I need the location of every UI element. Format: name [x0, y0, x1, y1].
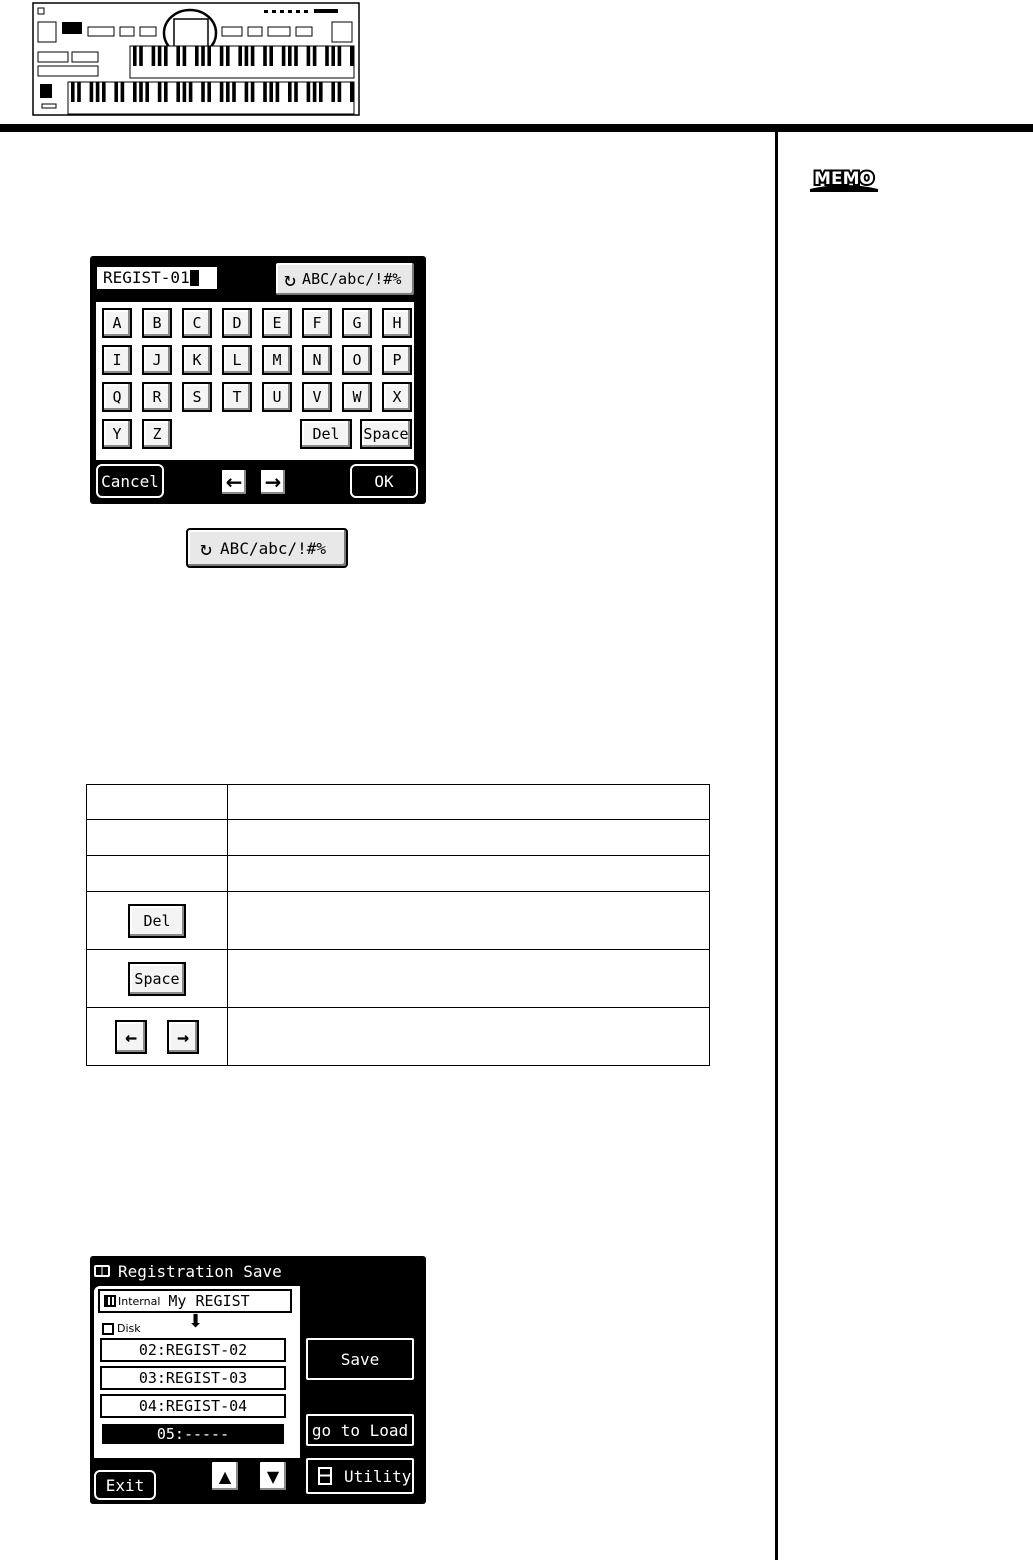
letter-key[interactable]: X [382, 382, 412, 412]
letter-key[interactable]: Q [102, 382, 132, 412]
letter-key[interactable]: N [302, 345, 332, 375]
table-cell [228, 856, 710, 892]
keyboard-area [96, 302, 414, 460]
letter-key[interactable]: I [102, 345, 132, 375]
refresh-icon: ↻ [284, 267, 297, 291]
memo-badge [808, 165, 880, 193]
table-row [87, 1008, 710, 1066]
list-item[interactable]: 02:REGIST-02 [100, 1338, 286, 1362]
space-key-sample [128, 962, 186, 996]
button-function-table [86, 784, 710, 1066]
cursor-right-button[interactable] [259, 468, 287, 496]
letter-key[interactable]: C [182, 308, 212, 338]
letter-key[interactable]: F [302, 308, 332, 338]
arrow-left-key-sample [115, 1020, 147, 1054]
list-item[interactable]: 04:REGIST-04 [100, 1394, 286, 1418]
table-cell [87, 856, 228, 892]
go-to-load-button[interactable] [306, 1414, 414, 1446]
letter-key[interactable]: E [262, 308, 292, 338]
letter-key[interactable]: V [302, 382, 332, 412]
ok-label: OK [374, 471, 394, 491]
cursor-left-button[interactable] [220, 468, 248, 496]
arrow-left-icon: ← [225, 470, 243, 494]
name-field-value: REGIST-01 [103, 268, 190, 287]
arrow-left-icon: ← [124, 1024, 138, 1049]
memo-badge-text: MEMO [814, 169, 874, 189]
list-panel [94, 1286, 300, 1458]
letter-key[interactable]: U [262, 382, 292, 412]
screen-title: Registration Save [118, 1261, 282, 1281]
list-item[interactable]: 05:----- [100, 1422, 286, 1446]
character-mode-label: ABC/abc/!#% [302, 270, 402, 288]
table-cell [87, 1008, 228, 1066]
arrow-right-icon: → [264, 470, 282, 494]
disk-label-row [102, 1322, 141, 1335]
del-key[interactable]: Del [300, 419, 352, 449]
table-cell [228, 1008, 710, 1066]
table-cell [87, 892, 228, 950]
letter-key[interactable]: L [222, 345, 252, 375]
character-mode-button[interactable] [274, 261, 416, 297]
letter-key[interactable]: T [222, 382, 252, 412]
table-cell [87, 950, 228, 1008]
table-row [87, 785, 710, 820]
letter-key[interactable]: W [342, 382, 372, 412]
character-mode-callout-label: ABC/abc/!#% [220, 538, 327, 558]
registration-list [100, 1338, 290, 1452]
space-key[interactable]: Space [360, 419, 412, 449]
save-button[interactable] [306, 1338, 414, 1380]
exit-label: Exit [105, 1475, 145, 1495]
save-label: Save [340, 1349, 380, 1369]
table-cell [228, 820, 710, 856]
list-item[interactable]: 03:REGIST-03 [100, 1366, 286, 1390]
table-row [87, 856, 710, 892]
go-to-load-label: go to Load [311, 1420, 409, 1440]
letter-key[interactable]: Z [142, 419, 172, 449]
arrow-right-icon: → [176, 1024, 190, 1049]
registration-save-screen [90, 1256, 426, 1504]
table-row [87, 820, 710, 856]
letter-key[interactable]: Y [102, 419, 132, 449]
del-key-label: Del [143, 911, 171, 930]
del-key-sample [128, 904, 186, 938]
table-cell [228, 785, 710, 820]
internal-row[interactable] [98, 1289, 292, 1313]
table-row [87, 950, 710, 1008]
triangle-up-icon: ▲ [218, 1466, 232, 1486]
letter-key[interactable]: M [262, 345, 292, 375]
down-arrow-icon: ⬇ [188, 1311, 204, 1332]
utility-button[interactable] [306, 1458, 414, 1494]
book-icon [94, 1265, 110, 1277]
space-key-label: Space [134, 969, 180, 988]
triangle-down-icon: ▼ [266, 1466, 280, 1486]
letter-key[interactable]: K [182, 345, 212, 375]
letter-key[interactable]: P [382, 345, 412, 375]
internal-value: My REGIST [168, 1292, 250, 1310]
disk-label: Disk [117, 1322, 141, 1335]
letter-key[interactable]: R [142, 382, 172, 412]
letter-key[interactable]: B [142, 308, 172, 338]
letter-key[interactable]: G [342, 308, 372, 338]
exit-button[interactable] [94, 1470, 156, 1500]
floppy-disk-icon [102, 1323, 114, 1335]
table-cell [228, 892, 710, 950]
table-cell [87, 820, 228, 856]
table-cell [228, 950, 710, 1008]
character-mode-button-callout[interactable] [186, 528, 348, 568]
letter-key[interactable]: H [382, 308, 412, 338]
letter-key[interactable]: D [222, 308, 252, 338]
ok-button[interactable] [350, 464, 418, 498]
refresh-icon: ↻ [200, 536, 213, 560]
cancel-label: Cancel [101, 471, 159, 491]
internal-label: Internal [118, 1294, 161, 1308]
name-entry-screen [90, 256, 426, 504]
scroll-up-button[interactable] [210, 1460, 240, 1492]
letter-key[interactable]: A [102, 308, 132, 338]
table-row [87, 892, 710, 950]
arrow-right-key-sample [167, 1020, 199, 1054]
table-cell [87, 785, 228, 820]
letter-key[interactable]: O [342, 345, 372, 375]
text-cursor [190, 270, 199, 286]
letter-key[interactable]: J [142, 345, 172, 375]
utility-label: Utility [344, 1466, 412, 1486]
name-field[interactable] [96, 266, 218, 290]
header-rule [0, 124, 1033, 132]
utility-icon [318, 1467, 332, 1485]
organ-panel-illustration [32, 0, 360, 118]
cancel-button[interactable] [96, 464, 164, 498]
sidebar-rule [775, 132, 778, 1560]
letter-key[interactable]: S [182, 382, 212, 412]
scroll-down-button[interactable] [258, 1460, 288, 1492]
title-bar [94, 1259, 420, 1283]
keyboard-icon [104, 1295, 116, 1307]
